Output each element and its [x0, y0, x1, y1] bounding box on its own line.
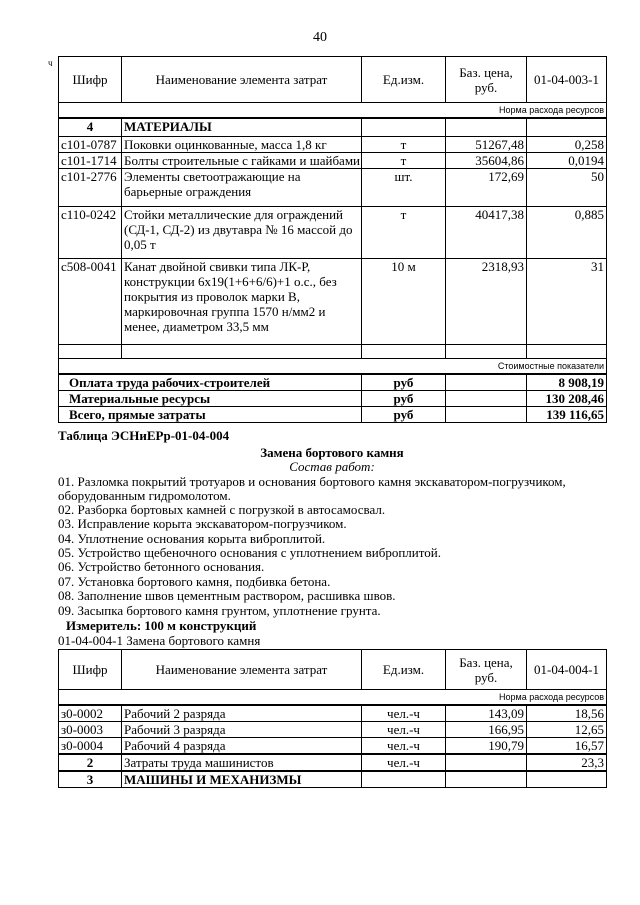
row-code: с101-2776 — [59, 168, 122, 206]
total-row — [59, 406, 607, 422]
row-price: 51267,48 — [446, 136, 527, 152]
work-item: 02. Разборка бортовых камней с погрузкой в автосамосвал. — [58, 502, 386, 517]
resource-table-2 — [58, 649, 607, 788]
row-code: с508-0041 — [59, 258, 122, 344]
table-row — [59, 771, 607, 788]
total-value: 8 908,19 — [527, 374, 607, 391]
row-price: 172,69 — [446, 168, 527, 206]
row-code: з0-0004 — [59, 738, 122, 755]
table-row — [59, 168, 607, 206]
row-code: з0-0002 — [59, 705, 122, 722]
work-item: оборудованным гидромолотом. — [58, 488, 231, 503]
row-name: Затраты труда машинистов — [122, 754, 362, 771]
row-price: 2318,93 — [446, 258, 527, 344]
row-price: 143,09 — [446, 705, 527, 722]
row-value: 31 — [527, 258, 607, 344]
row-price: 35604,86 — [446, 152, 527, 168]
work-item: 09. Засыпка бортового камня грунтом, уплотнение грунта. — [58, 603, 381, 618]
row-name: Рабочий 2 разряда — [122, 705, 362, 722]
work-item: 06. Устройство бетонного основания. — [58, 559, 265, 574]
row-price: 166,95 — [446, 722, 527, 738]
norm-label: Норма расхода ресурсов — [122, 103, 607, 119]
row-code: с101-0787 — [59, 136, 122, 152]
row-value: 12,65 — [527, 722, 607, 738]
page-number: 40 — [313, 30, 327, 45]
row-value: 0,258 — [527, 136, 607, 152]
total-name: Всего, прямые затраты — [59, 406, 362, 422]
resource-table-1 — [58, 56, 607, 423]
subtitle: 01-04-004-1 Замена бортового камня — [58, 633, 261, 648]
total-value: 139 116,65 — [527, 406, 607, 422]
row-name: Поковки оцинкованные, масса 1,8 кг — [122, 136, 362, 152]
total-unit: руб — [362, 406, 446, 422]
total-row — [59, 390, 607, 406]
section-title: МАТЕРИАЛЫ — [122, 118, 362, 136]
header-unit: Ед.изм. — [362, 57, 446, 103]
table-row — [59, 152, 607, 168]
header-name: Наименование элемента затрат — [122, 650, 362, 690]
cost-label: Стоимостные показатели — [122, 358, 607, 374]
row-unit: т — [362, 206, 446, 258]
table-title: Таблица ЭСНиЕРр-01-04-004 — [58, 428, 230, 443]
work-item: 05. Устройство щебеночного основания с уплотнением виброплитой. — [58, 545, 441, 560]
row-value: 18,56 — [527, 705, 607, 722]
table-row — [59, 136, 607, 152]
table-row — [59, 722, 607, 738]
row-name: Болты строительные с гайками и шайбами — [122, 152, 362, 168]
row-unit: чел.-ч — [362, 738, 446, 755]
row-value: 50 — [527, 168, 607, 206]
header-price: Баз. цена, руб. — [446, 650, 527, 690]
row-name: Рабочий 4 разряда — [122, 738, 362, 755]
row-name: Рабочий 3 разряда — [122, 722, 362, 738]
table-row — [59, 738, 607, 755]
header-norm-code: 01-04-004-1 — [527, 650, 607, 690]
norm-label: Норма расхода ресурсов — [122, 690, 607, 706]
section-number: 2 — [59, 754, 122, 771]
corner-mark: ч — [48, 58, 53, 68]
header-code: Шифр — [59, 650, 122, 690]
work-item: 04. Уплотнение основания корыта виброплитой. — [58, 531, 326, 546]
header-norm-code: 01-04-003-1 — [527, 57, 607, 103]
total-value: 130 208,46 — [527, 390, 607, 406]
row-name: Элементы светоотражающие на барьерные ограждения — [122, 168, 362, 206]
total-unit: руб — [362, 390, 446, 406]
header-unit: Ед.изм. — [362, 650, 446, 690]
header-name: Наименование элемента затрат — [122, 57, 362, 103]
total-name: Оплата труда рабочих-строителей — [59, 374, 362, 391]
row-code: с101-1714 — [59, 152, 122, 168]
measure-unit: Измеритель: 100 м конструкций — [66, 618, 257, 633]
work-item: 01. Разломка покрытий тротуаров и основания бортового камня экскаватором-погрузчиком, — [58, 474, 566, 489]
row-name: Стойки металлические для ограждений (СД-1, СД-2) из двутавра № 16 массой до 0,05 т — [122, 206, 362, 258]
row-unit: т — [362, 152, 446, 168]
section-number: 3 — [59, 771, 122, 788]
table-row — [59, 258, 607, 344]
row-unit: т — [362, 136, 446, 152]
row-unit: 10 м — [362, 258, 446, 344]
section-number: 4 — [59, 118, 122, 136]
row-price: 190,79 — [446, 738, 527, 755]
table-row — [59, 705, 607, 722]
row-name: Канат двойной свивки типа ЛК-Р, конструкции 6х19(1+6+6/6)+1 о.с., без покрытия из проволок марки В, маркировочная группа 1570 н/мм2 и менее, диаметром 33,5 мм — [122, 258, 362, 344]
total-unit: руб — [362, 374, 446, 391]
work-item: 03. Исправление корыта экскаватором-погрузчиком. — [58, 516, 347, 531]
work-composition-title: Состав работ: — [289, 459, 375, 474]
row-price: 40417,38 — [446, 206, 527, 258]
total-row — [59, 374, 607, 391]
row-unit: шт. — [362, 168, 446, 206]
section-heading: Замена бортового камня — [260, 445, 404, 460]
row-unit: чел.-ч — [362, 754, 446, 771]
row-unit: чел.-ч — [362, 705, 446, 722]
table-row — [59, 754, 607, 771]
table-row — [59, 206, 607, 258]
row-code: с110-0242 — [59, 206, 122, 258]
work-item: 07. Установка бортового камня, подбивка бетона. — [58, 574, 331, 589]
header-code: Шифр — [59, 57, 122, 103]
row-value: 23,3 — [527, 754, 607, 771]
row-unit: чел.-ч — [362, 722, 446, 738]
section-title: МАШИНЫ И МЕХАНИЗМЫ — [122, 771, 362, 788]
row-value: 16,57 — [527, 738, 607, 755]
work-item: 08. Заполнение швов цементным раствором, расшивка швов. — [58, 588, 396, 603]
row-code: з0-0003 — [59, 722, 122, 738]
row-value: 0,0194 — [527, 152, 607, 168]
header-price: Баз. цена, руб. — [446, 57, 527, 103]
total-name: Материальные ресурсы — [59, 390, 362, 406]
row-value: 0,885 — [527, 206, 607, 258]
